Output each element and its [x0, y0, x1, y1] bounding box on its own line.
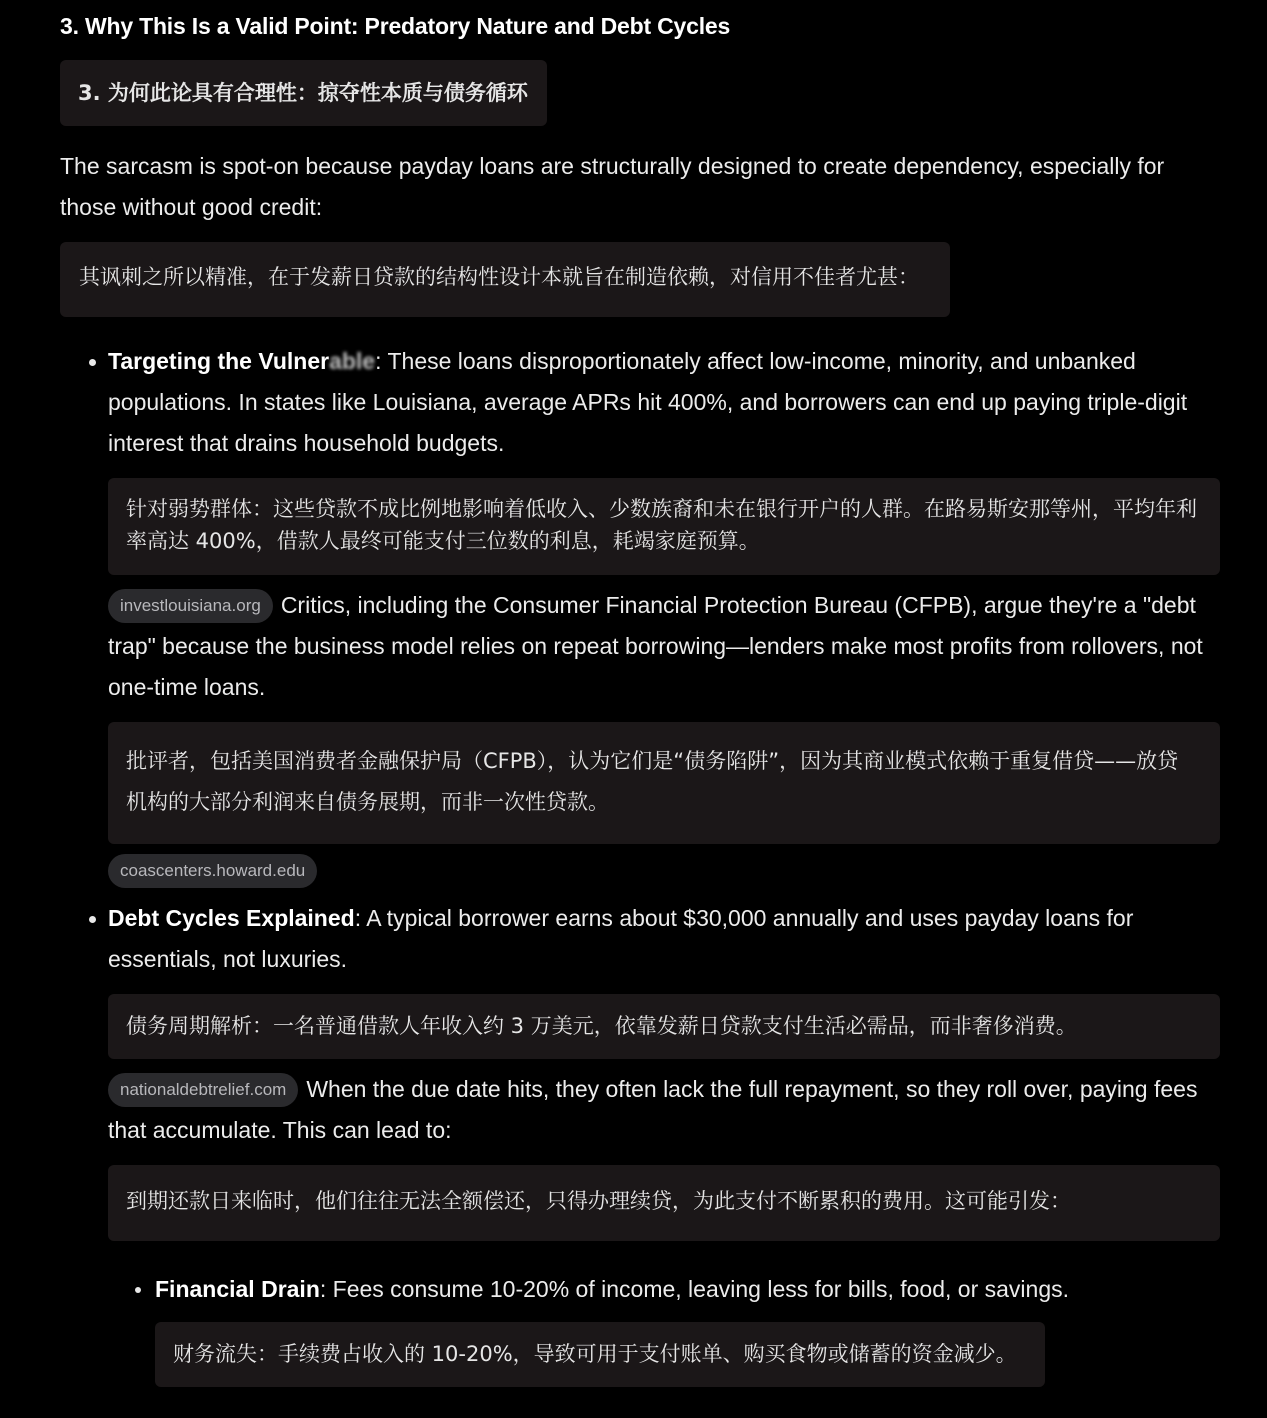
- bullet-translation: [108, 478, 1220, 575]
- bullet-translation-text: 债务周期解析：一名普通借款人年收入约 3 万美元，依靠发薪日贷款支付生活必需品，而非奢侈消费。: [126, 1014, 1077, 1038]
- source-chip[interactable]: coascenters.howard.edu: [108, 854, 317, 888]
- bullet-text: : These loans disproportionately affect low-income, minority, and unbanked populations. In states like Louisiana, average APRs hit 400%, and borrowers can end up paying triple-digit interest that drains household budgets.: [108, 348, 1188, 456]
- main-bullet-list: [60, 341, 1220, 1387]
- intro-translation-text: 其讽刺之所以精准，在于发薪日贷款的结构性设计本就旨在制造依赖，对信用不佳者尤甚：: [79, 265, 919, 289]
- bullet-title: Targeting the Vulnerable: [108, 348, 375, 374]
- source-paragraph-text: Critics, including the Consumer Financial Protection Bureau (CFPB), argue they're a "debt trap" because the business model relies on repeat borrowing—lenders make most profits from rollovers, not one-time loans.: [108, 592, 1203, 700]
- heading-translation-text: 3. 为何此论具有合理性：掠夺性本质与债务循环: [78, 81, 528, 105]
- intro-paragraph: The sarcasm is spot-on because payday loans are structurally designed to create dependency, especially for those without good credit:: [60, 153, 1165, 220]
- sub-bullet-translation: [155, 1322, 1045, 1387]
- source-chip-row: [108, 854, 1220, 888]
- obscured-text: able: [329, 348, 376, 374]
- sub-bullet-text: : Fees consume 10-20% of income, leaving less for bills, food, or savings.: [319, 1276, 1070, 1302]
- source-chip[interactable]: nationaldebtrelief.com: [108, 1073, 298, 1107]
- source-paragraph: [108, 1069, 1220, 1151]
- source-translation-text: 到期还款日来临时，他们往往无法全额偿还，只得办理续贷，为此支付不断累积的费用。这可能引发：: [126, 1189, 1071, 1213]
- source-paragraph: [108, 585, 1220, 708]
- source-paragraph-translation: [108, 722, 1220, 844]
- list-item-debt-cycles: [60, 898, 1220, 1387]
- source-chip[interactable]: investlouisiana.org: [108, 589, 273, 623]
- list-item-targeting-vulnerable: [60, 341, 1220, 888]
- bullet-text: : A typical borrower earns about $30,000 annually and uses payday loans for essentials, not luxuries.: [108, 905, 1134, 972]
- bullet-translation-text: 针对弱势群体：这些贷款不成比例地影响着低收入、少数族裔和未在银行开户的人群。在路易斯安那等州，平均年利率高达 400%，借款人最终可能支付三位数的利息，耗竭家庭预算。: [126, 497, 1197, 553]
- list-item-financial-drain: [108, 1269, 1220, 1387]
- heading-translation: [60, 60, 547, 126]
- sub-bullet-translation-text: 财务流失：手续费占收入的 10-20%，导致可用于支付账单、购买食物或储蓄的资金减少。: [173, 1342, 1017, 1366]
- source-paragraph-text: When the due date hits, they often lack the full repayment, so they roll over, paying fees that accumulate. This can lead to:: [108, 1076, 1198, 1143]
- sub-bullet-paragraph: [155, 1269, 1220, 1310]
- bullet-title: Debt Cycles Explained: [108, 905, 355, 931]
- response-content: [60, 10, 1220, 1387]
- bullet-paragraph: [108, 898, 1220, 980]
- bullet-paragraph: [108, 341, 1220, 464]
- section-heading: 3. Why This Is a Valid Point: Predatory Nature and Debt Cycles: [60, 13, 731, 39]
- bullet-translation: [108, 994, 1220, 1059]
- sub-bullet-list: [108, 1269, 1220, 1387]
- sub-bullet-title: Financial Drain: [155, 1276, 320, 1302]
- source-translation-text: 批评者，包括美国消费者金融保护局（CFPB），认为它们是“债务陷阱”，因为其商业模式依赖于重复借贷——放贷机构的大部分利润来自债务展期，而非一次性贷款。: [126, 749, 1179, 814]
- intro-translation: [60, 242, 950, 317]
- source-paragraph-translation: [108, 1165, 1220, 1241]
